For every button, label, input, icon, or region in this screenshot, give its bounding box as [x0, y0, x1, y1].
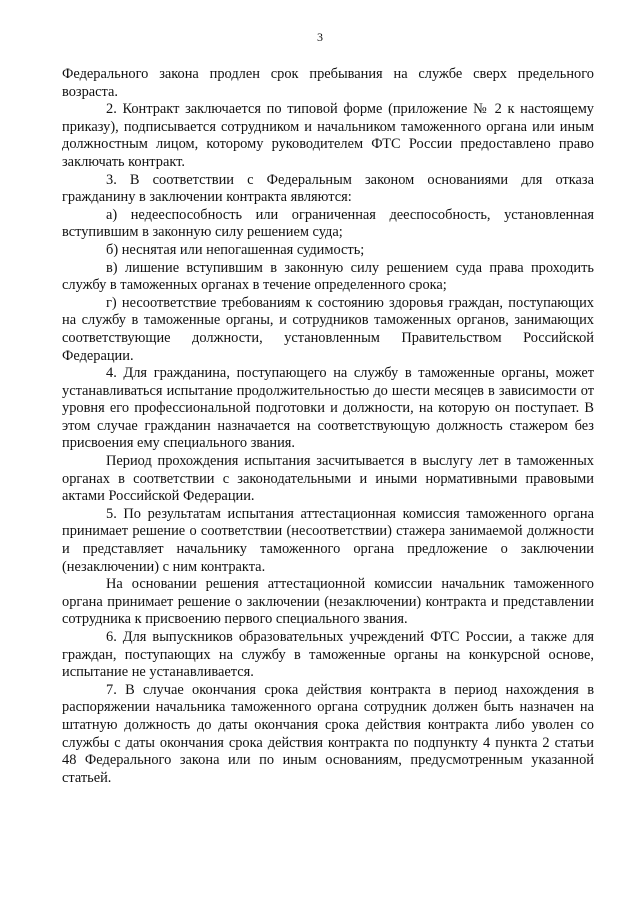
- subparagraph-g: г) несоответствие требованиям к состоянию здоровья граждан, поступающих на службу в таможенные органы, и сотрудников таможенных органов, занимающих соответствующие должности, установленным Правительством Российской Федерации.: [62, 294, 594, 364]
- page-number: 3: [317, 30, 323, 44]
- paragraph-item-5: 5. По результатам испытания аттестационная комиссия таможенного органа принимает решение о соответствии (несоответствии) стажера занимаемой должности и представляет начальнику таможенного органа предложение о заключении (незаключении) с ним контракта.: [62, 505, 594, 575]
- paragraph-item-4: 4. Для гражданина, поступающего на службу в таможенные органы, может устанавливаться испытание продолжительностью до шести месяцев в зависимости от уровня его профессиональной подготовки и должности, на которую он поступает. В этом случае гражданин назначается на соответствующую должность стажером без присвоения ему специального звания.: [62, 365, 594, 452]
- paragraph-item-6: 6. Для выпускников образовательных учреждений ФТС России, а также для граждан, поступающих на службу в таможенные органы на конкурсной основе, испытание не устанавливается.: [62, 629, 594, 681]
- paragraph-item-3: 3. В соответствии с Федеральным законом основаниями для отказа гражданину в заключении контракта являются:: [62, 171, 594, 206]
- paragraph-probation-period: Период прохождения испытания засчитывается в выслугу лет в таможенных органах в соответствии с законодательными и иными нормативными правовыми актами Российской Федерации.: [62, 453, 594, 505]
- subparagraph-a: а) недееспособность или ограниченная дееспособность, установленная вступившим в законную силу решением суда;: [62, 206, 594, 241]
- subparagraph-v: в) лишение вступившим в законную силу решением суда права проходить службу в таможенных органах в течение определенного срока;: [62, 259, 594, 294]
- paragraph-item-7: 7. В случае окончания срока действия контракта в период нахождения в распоряжении начальника таможенного органа сотрудник должен быть назначен на штатную должность до даты окончания срока действия контракта либо уволен со службы с даты окончания срока действия контракта по подпункту 4 пункта 2 статьи 48 Федерального закона или по иным основаниям, предусмотренным указанной статьей.: [62, 681, 594, 786]
- paragraph-continuation: Федерального закона продлен срок пребывания на службе сверх предельного возраста.: [62, 66, 594, 100]
- paragraph-commission-decision: На основании решения аттестационной комиссии начальник таможенного органа принимает решение о заключении (незаключении) контракта и представлении сотрудника к присвоению первого специального звания.: [62, 576, 594, 628]
- document-body: [62, 66, 594, 787]
- paragraph-item-2: 2. Контракт заключается по типовой форме (приложение № 2 к настоящему приказу), подписывается сотрудником и начальником таможенного органа или иным должностным лицом, которому руководителем ФТС России предоставлено право заключать контракт.: [62, 101, 594, 170]
- subparagraph-b: б) неснятая или непогашенная судимость;: [106, 241, 365, 258]
